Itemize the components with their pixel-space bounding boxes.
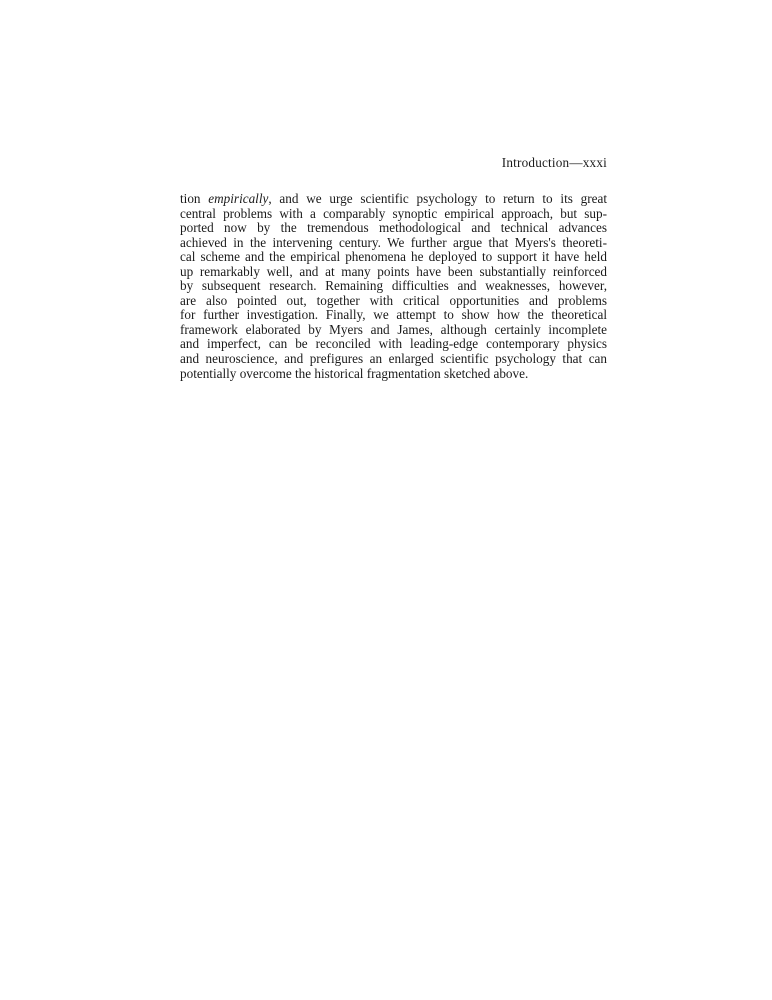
- text-line: framework elaborated by Myers and James, although certainly incomplete: [180, 321, 607, 337]
- text-line: achieved in the intervening century. We further argue that Myers's theoreti-: [180, 234, 607, 250]
- line-start-text: tion: [180, 191, 209, 206]
- emphasized-word: empirically: [208, 191, 269, 206]
- text-line: ported now by the tremendous methodological and technical advances: [180, 220, 607, 236]
- body-paragraph: [180, 192, 607, 381]
- text-line: and imperfect, can be reconciled with leading-edge contemporary physics: [180, 336, 607, 352]
- text-line: up remarkably well, and at many points have been substantially reinforced: [180, 263, 607, 279]
- running-head: Introduction—xxxi: [501, 155, 607, 170]
- text-line: are also pointed out, together with critical opportunities and problems: [180, 292, 607, 308]
- text-line: [180, 192, 607, 207]
- text-line: and neuroscience, and prefigures an enlarged scientific psychology that can: [180, 351, 607, 367]
- text-line: cal scheme and the empirical phenomena he deployed to support it have held: [180, 249, 607, 265]
- text-line: by subsequent research. Remaining difficulties and weaknesses, however,: [180, 278, 607, 294]
- text-line: potentially overcome the historical fragmentation sketched above.: [180, 365, 529, 381]
- line-rest-text: , and we urge scientific psychology to return to its great: [268, 191, 607, 206]
- text-line: for further investigation. Finally, we attempt to show how the theoretical: [180, 307, 607, 323]
- text-line: central problems with a comparably synoptic empirical approach, but sup-: [180, 205, 607, 221]
